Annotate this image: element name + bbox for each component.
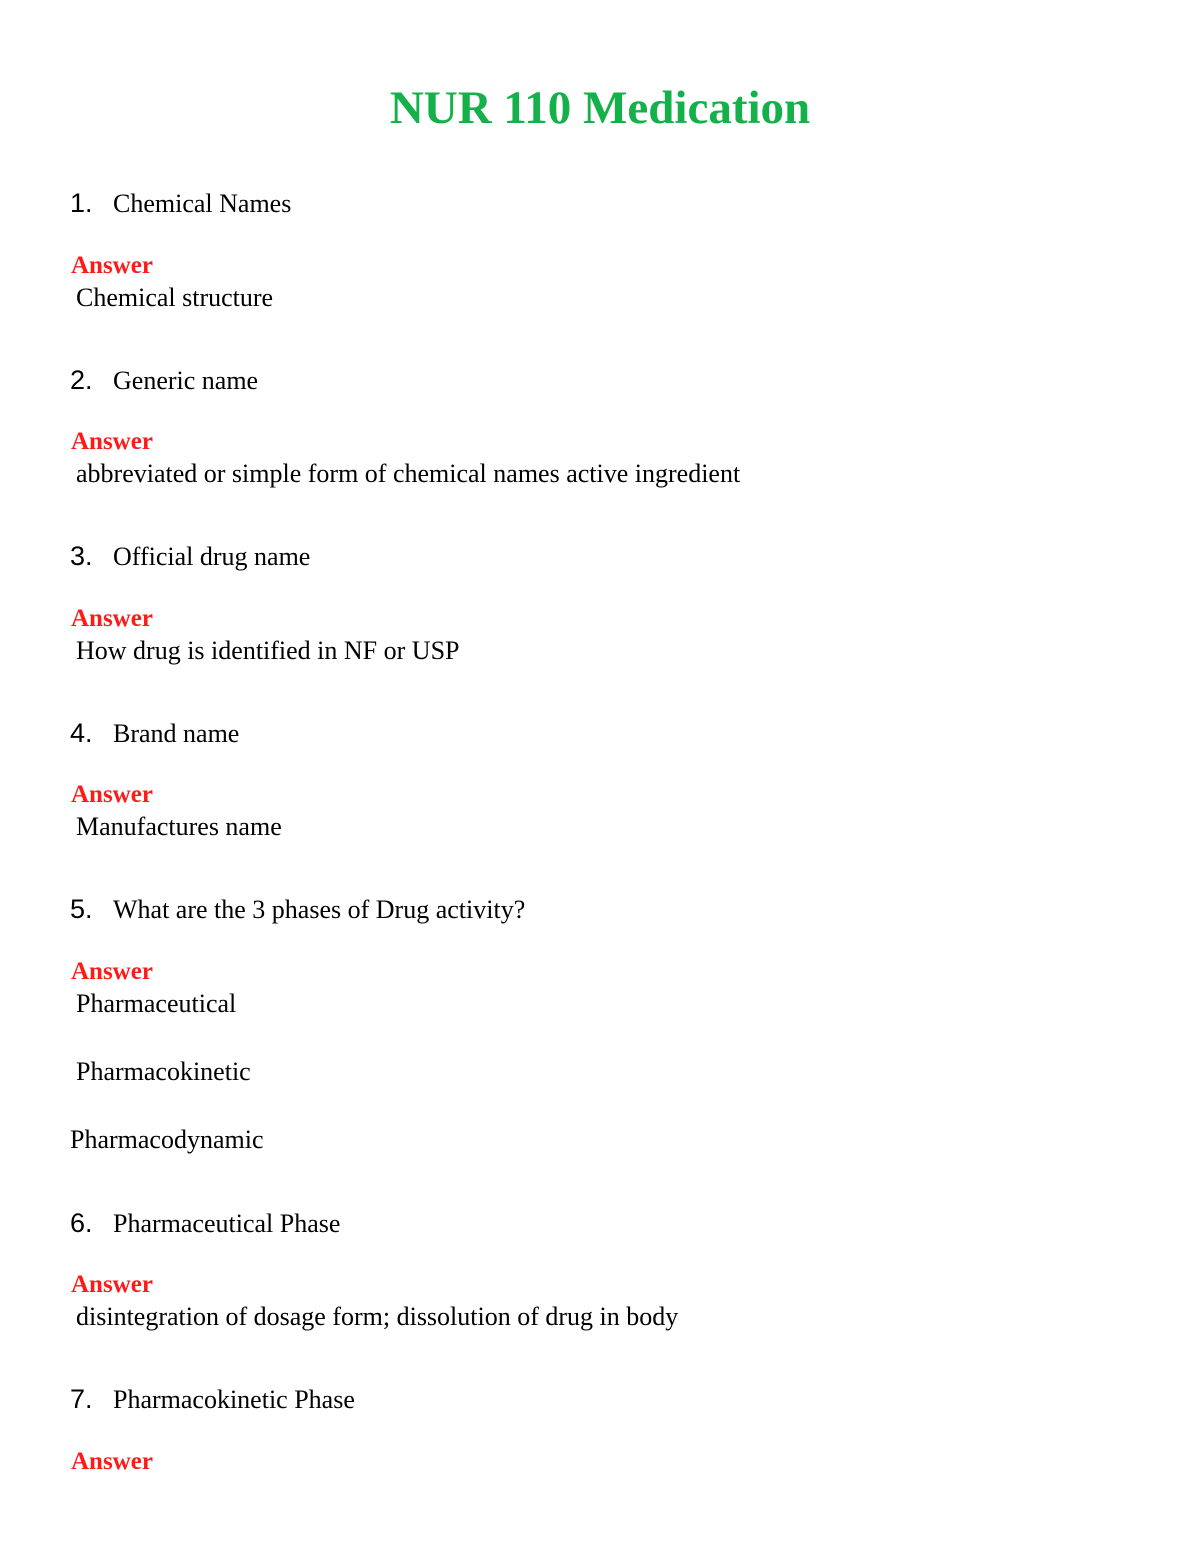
document-title: NUR 110 Medication [389,82,811,134]
answer-label: Answer [71,781,153,808]
question-text: Generic name [113,366,259,395]
answer-text: How drug is identified in NF or USP [76,636,460,665]
answer-label: Answer [71,428,153,455]
answer-text: Pharmaceutical [76,989,237,1018]
question-2 [70,363,258,398]
question-text: Chemical Names [113,189,292,218]
answer-text: Chemical structure [76,283,274,312]
question-number: 3. [70,541,93,571]
question-text: What are the 3 phases of Drug activity? [113,895,526,924]
question-text: Pharmacokinetic Phase [113,1385,355,1414]
question-text: Official drug name [113,542,311,571]
question-3 [70,539,310,574]
answer-label: Answer [71,958,153,985]
answer-label: Answer [71,1271,153,1298]
answer-label: Answer [71,605,153,632]
answer-label: Answer [71,1448,153,1475]
answer-text: Manufactures name [76,812,282,841]
question-number: 5. [70,894,93,924]
question-6 [70,1206,340,1241]
question-number: 4. [70,718,93,748]
answer-text: abbreviated or simple form of chemical names active ingredient [76,459,741,488]
question-1 [70,186,291,221]
question-7 [70,1382,355,1417]
question-number: 1. [70,188,93,218]
question-4 [70,716,239,751]
answer-text: Pharmacodynamic [70,1125,264,1154]
question-5 [70,892,525,927]
question-number: 6. [70,1208,93,1238]
question-text: Pharmaceutical Phase [113,1209,341,1238]
answer-text: Pharmacokinetic [76,1057,251,1086]
answer-label: Answer [71,252,153,279]
question-number: 2. [70,365,93,395]
answer-text: disintegration of dosage form; dissolution of drug in body [76,1302,679,1331]
question-number: 7. [70,1384,93,1414]
question-text: Brand name [113,719,240,748]
